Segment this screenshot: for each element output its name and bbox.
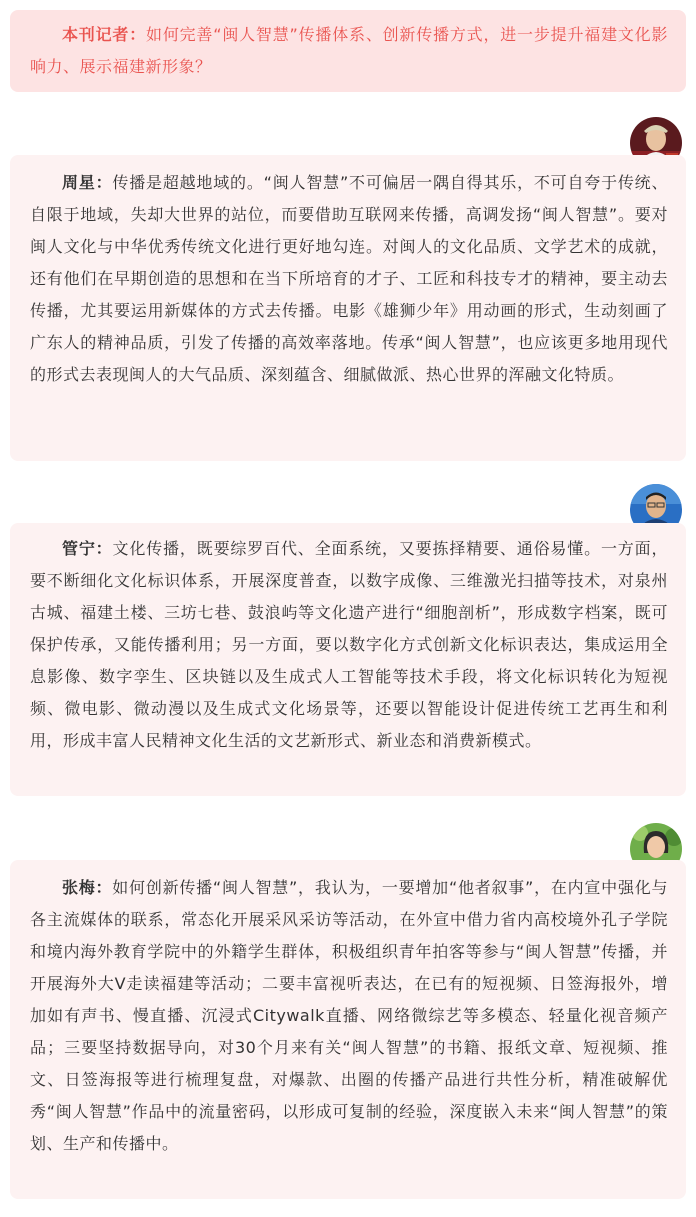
answer-speaker: 张梅：: [62, 878, 113, 897]
answer-text: 如何创新传播“闽人智慧”，我认为，一要增加“他者叙事”，在内宣中强化与各主流媒体的联系，常态化开展采风采访等活动，在外宣中借力省内高校境外孔子学院和境内海外教育学院中的外籍学生群体，积极组织青年拍客等参与“闽人智慧”传播，并开展海外大V走读福建等活动；二要丰富视听表达，在已有的短视频、日签海报外，增加如有声书、慢直播、沉浸式Citywalk直播、网络微综艺等多模态、轻量化视音频产品；三要坚持数据导向，对30个月来有关“闽人智慧”的书籍、报纸文章、短视频、推文、日签海报等进行梳理复盘，对爆款、出圈的传播产品进行共性分析，精准破解优秀“闽人智慧”作品中的流量密码，以形成可复制的经验，深度嵌入未来“闽人智慧”的策划、生产和传播中。: [30, 878, 668, 1153]
reporter-question-card: [10, 10, 686, 92]
answer-card-zhou-xing: [10, 155, 686, 461]
answer-paragraph: [30, 167, 668, 391]
answer-card-guan-ning: [10, 523, 686, 796]
answer-paragraph: [30, 533, 668, 757]
answer-speaker: 周星：: [62, 173, 113, 192]
answer-speaker: 管宁：: [62, 539, 113, 558]
question-speaker: 本刊记者：: [62, 25, 147, 44]
answer-paragraph: [30, 872, 668, 1160]
question-paragraph: [30, 19, 668, 83]
answer-text: 传播是超越地域的。“闽人智慧”不可偏居一隅自得其乐，不可自夸于传统、自限于地域，失却大世界的站位，而要借助互联网来传播，高调发扬“闽人智慧”。要对闽人文化与中华优秀传统文化进行更好地勾连。对闽人的文化品质、文学艺术的成就，还有他们在早期创造的思想和在当下所培育的才子、工匠和科技专才的精神，要主动去传播，尤其要运用新媒体的方式去传播。电影《雄狮少年》用动画的形式，生动刻画了广东人的精神品质，引发了传播的高效率落地。传承“闽人智慧”，也应该更多地用现代的形式去表现闽人的大气品质、深刻蕴含、细腻做派、热心世界的浑融文化特质。: [30, 173, 668, 384]
question-text: 如何完善“闽人智慧”传播体系、创新传播方式，进一步提升福建文化影响力、展示福建新形象？: [30, 25, 668, 76]
answer-card-zhang-mei: [10, 860, 686, 1199]
answer-text: 文化传播，既要综罗百代、全面系统，又要拣择精要、通俗易懂。一方面，要不断细化文化标识体系，开展深度普查，以数字成像、三维激光扫描等技术，对泉州古城、福建土楼、三坊七巷、鼓浪屿等文化遗产进行“细胞剖析”，形成数字档案，既可保护传承，又能传播利用；另一方面，要以数字化方式创新文化标识表达，集成运用全息影像、数字孪生、区块链以及生成式人工智能等技术手段，将文化标识转化为短视频、微电影、微动漫以及生成式文化场景等，还要以智能设计促进传统工艺再生和利用，形成丰富人民精神文化生活的文艺新形式、新业态和消费新模式。: [30, 539, 668, 750]
